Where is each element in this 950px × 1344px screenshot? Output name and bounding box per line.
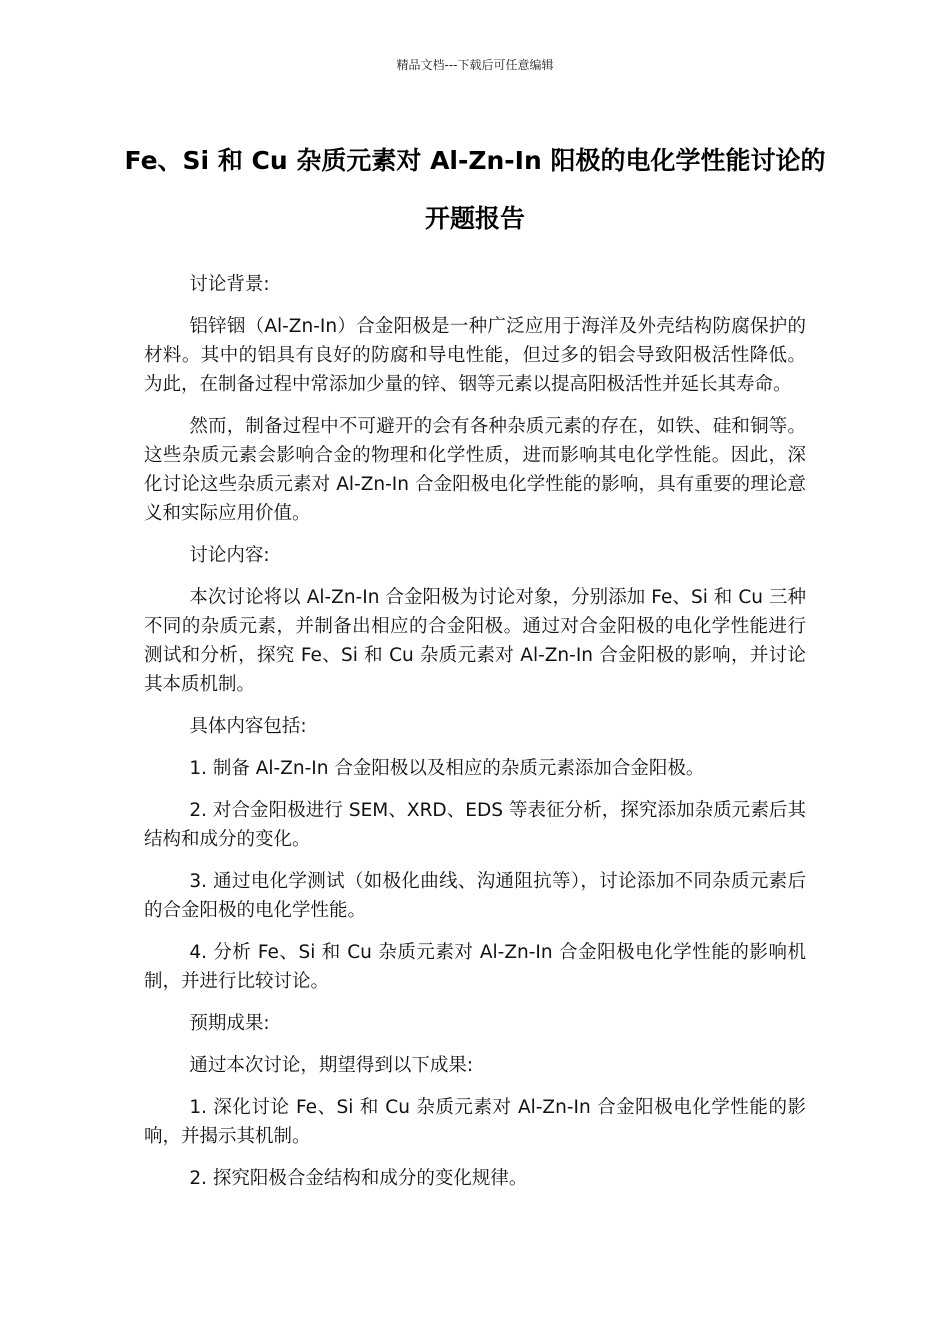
page-header-note: 精品文档---下载后可任意编辑 xyxy=(396,58,554,72)
list-item-detail-1: 1. 制备 Al-Zn-In 合金阳极以及相应的杂质元素添加合金阳极。 xyxy=(189,758,705,779)
section-heading-background: 讨论背景: xyxy=(189,274,270,295)
paragraph-background-2: 然而，制备过程中不可避开的会有各种杂质元素的存在，如铁、硅和铜等。这些杂质元素会影响合金的物理和化学性质，进而影响其电化学性能。因此，深化讨论这些杂质元素对 Al-Zn-In 合金阳极电化学性能的影响，具有重要的理论意义和实际应用价值。 xyxy=(144,416,806,524)
paragraph-content-intro: 本次讨论将以 Al-Zn-In 合金阳极为讨论对象，分别添加 Fe、Si 和 Cu 三种不同的杂质元素，并制备出相应的合金阳极。通过对合金阳极的电化学性能进行测试和分析，探究 Fe、Si 和 Cu 杂质元素对 Al-Zn-In 合金阳极的影响，并讨论其本质机制。 xyxy=(144,587,806,695)
list-item-result-1: 1. 深化讨论 Fe、Si 和 Cu 杂质元素对 Al-Zn-In 合金阳极电化学性能的影响，并揭示其机制。 xyxy=(144,1097,806,1147)
list-item-detail-2: 2. 对合金阳极进行 SEM、XRD、EDS 等表征分析，探究添加杂质元素后其结构和成分的变化。 xyxy=(144,800,806,850)
section-heading-expected-results: 预期成果: xyxy=(189,1013,270,1034)
subheading-details: 具体内容包括: xyxy=(189,716,307,737)
document-body xyxy=(144,270,806,1206)
section-heading-content: 讨论内容: xyxy=(189,545,270,566)
paragraph-background-1: 铝锌铟（Al-Zn-In）合金阳极是一种广泛应用于海洋及外壳结构防腐保护的材料。其中的铝具有良好的防腐和导电性能，但过多的铝会导致阳极活性降低。为此，在制备过程中常添加少量的锌、铟等元素以提高阳极活性并延长其寿命。 xyxy=(144,316,806,395)
paragraph-results-intro: 通过本次讨论，期望得到以下成果: xyxy=(189,1055,474,1076)
list-item-detail-4: 4. 分析 Fe、Si 和 Cu 杂质元素对 Al-Zn-In 合金阳极电化学性能的影响机制，并进行比较讨论。 xyxy=(144,942,806,992)
list-item-result-2: 2. 探究阳极合金结构和成分的变化规律。 xyxy=(189,1168,528,1189)
list-item-detail-3: 3. 通过电化学测试（如极化曲线、沟通阻抗等），讨论添加不同杂质元素后的合金阳极的电化学性能。 xyxy=(144,871,806,921)
document-title: Fe、Si 和 Cu 杂质元素对 Al-Zn-In 阳极的电化学性能讨论的开题报告 xyxy=(124,146,826,233)
